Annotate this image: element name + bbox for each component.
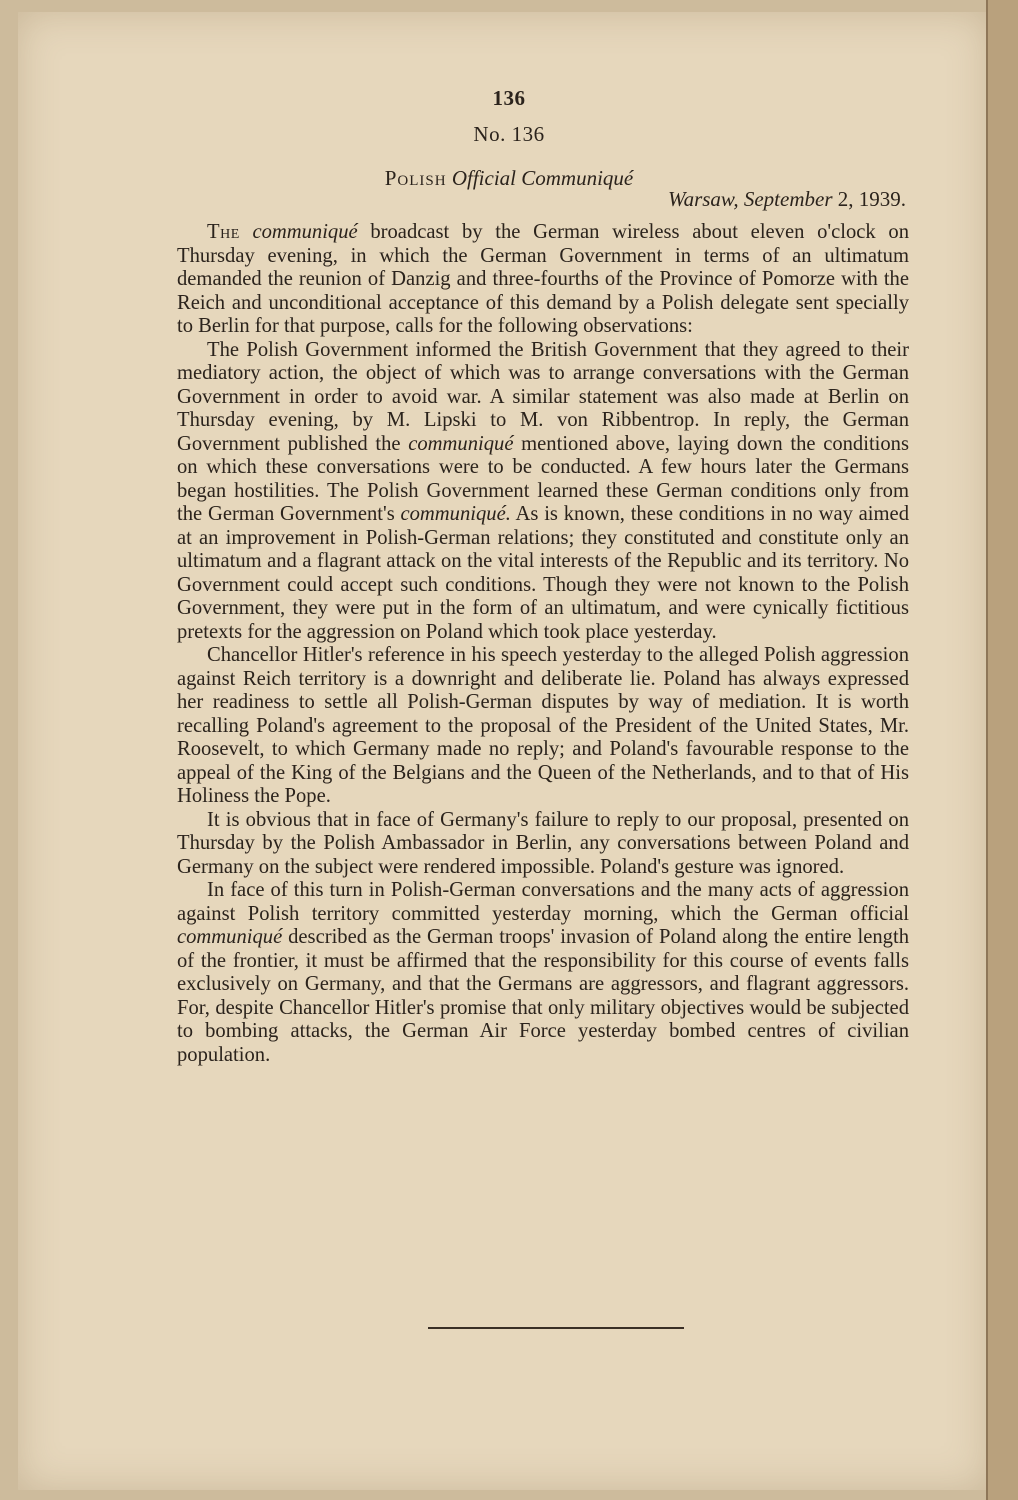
dateline-date: 2, 1939. (837, 187, 906, 211)
page-number: 136 (492, 86, 526, 110)
heading-title: Official Communiqué (451, 166, 634, 190)
paragraph-4: It is obvious that in face of Germany's failure to reply to our proposal, presented on Thursday by the Polish Ambassador in Berlin, any conversations between Poland and Germany on the subject were rendered impossible. Poland's gesture was ignored. (177, 808, 909, 878)
heading-prefix: Polish (384, 166, 447, 190)
dateline (668, 187, 906, 212)
paragraph-1-text: broadcast by the German wireless about eleven o'clock on Thursday evening, in which the German Government in terms of an ultimatum demanded the reunion of Danzig and three-fourths of the Province of Pomorze with the Reich and unconditional acceptance of this demand by a Polish delegate sent specially to Berlin for that purpose, calls for the following observations: (177, 221, 909, 337)
dateline-place: Warsaw, September (668, 187, 833, 211)
paragraph-2-text-a: The Polish Government informed the British Government that they agreed to their mediatory action, the object of which was to arrange conversations with the German Government in order to avoid war. A similar statement was also made at Berlin on Thursday evening, by M. Lipski to M. von Ribbentrop. In reply, the German Government published the (177, 338, 909, 455)
paragraph-2-text-b: mentioned above, laying down the conditions on which these conversations were to be conducted. A few hours later the Germans began hostilities. The Polish Government learned these German conditions only from the German Government's (177, 432, 909, 525)
paragraph-2-italic-b: communiqué. (400, 503, 511, 525)
paragraph-5-text-b: described as the German troops' invasion of Poland along the entire length of the frontier, it must be affirmed that the responsibility for this course of events falls exclusively on Germany, and that the Germans are aggressors, and flagrant aggressors. For, despite Chancellor Hitler's promise that only military objectives would be subjected to bombing attacks, the German Air Force yesterday bombed centres of civilian population. (177, 926, 909, 1066)
paragraph-2-text-c: As is known, these conditions in no way aimed at an improvement in Polish-German relations; they constituted and constitute only an ultimatum and a flagrant attack on the vital interests of the Republic and its territory. No Government could accept such conditions. Though they were not known to the Polish Government, they were put in the form of an ultimatum, and were cynically fictitious pretexts for the aggression on Poland which took place yesterday. (177, 503, 909, 643)
document-number: No. 136 (473, 122, 545, 146)
book-binding-edge (986, 0, 1018, 1500)
paragraph-5 (177, 879, 909, 1067)
paragraph-5-text-a: In face of this turn in Polish-German conversations and the many acts of aggression against Polish territory committed yesterday morning, which the German official (177, 879, 909, 925)
document-body (177, 221, 909, 1067)
paragraph-2 (177, 339, 909, 645)
paragraph-1 (177, 221, 909, 339)
paragraph-2-italic-a: communiqué (408, 432, 514, 455)
paragraph-3: Chancellor Hitler's reference in his speech yesterday to the alleged Polish aggression against Reich territory is a downright and deliberate lie. Poland has always expressed her readiness to settle all Polish-German disputes by way of mediation. It is worth recalling Poland's agreement to the proposal of the President of the United States, Mr. Roosevelt, to which Germany made no reply; and Poland's favourable response to the appeal of the King of the Belgians and the Queen of the Netherlands, and to that of His Holiness the Pope. (177, 644, 909, 807)
paragraph-5-italic: communiqué (177, 926, 283, 948)
paragraph-1-italic: communiqué (252, 221, 358, 243)
closing-rule (428, 1327, 684, 1329)
paragraph-1-lead: The (207, 221, 240, 243)
